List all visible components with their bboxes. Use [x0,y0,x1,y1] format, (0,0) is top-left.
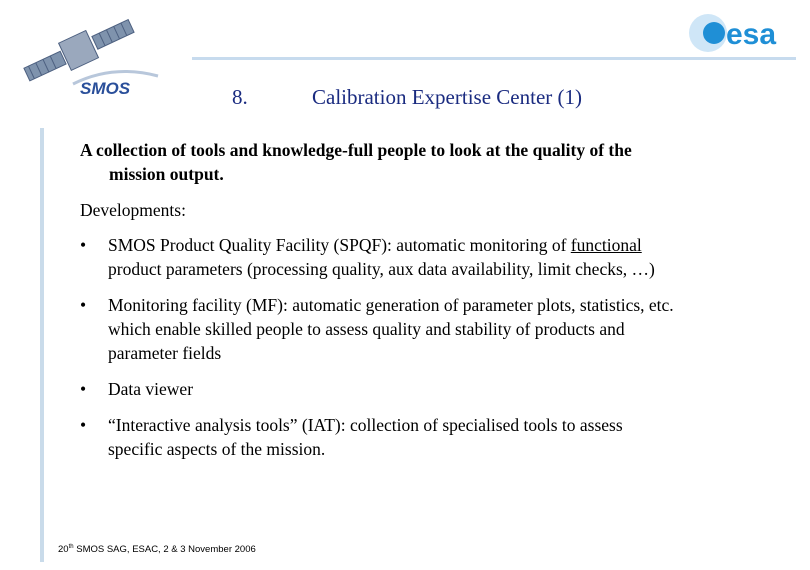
footer-superscript: th [68,544,74,550]
bullet-text: Monitoring facility (MF): automatic generation of parameter plots, statistics, etc. [108,295,674,315]
left-accent-bar [40,128,44,562]
esa-logo [686,10,798,56]
bullet-marker: • [80,415,87,435]
smos-logo-text: SMOS [80,79,131,98]
bullet-marker: • [80,295,87,315]
slide-title: Calibration Expertise Center (1) [312,85,582,109]
footer-label: SMOS SAG, ESAC, 2 & 3 November 2006 [73,544,256,556]
bullet-marker: • [80,379,87,399]
bullet-text: which enable skilled people to assess quality and stability of products and [108,319,625,339]
developments-label: Developments: [80,200,186,220]
intro-line: A collection of tools and knowledge-full people to look at the quality of the [80,140,632,160]
bullet-text: specific aspects of the mission. [108,439,326,459]
esa-logo-text: esa [726,18,777,51]
slide-number: 8. [232,85,248,109]
footer-text [58,544,256,555]
bullet-text: product parameters (processing quality, aux data availability, limit checks, …) [108,259,655,279]
footer-number: 20 [58,544,69,556]
bullet-text: parameter fields [108,343,222,363]
bullet-marker: • [80,235,87,255]
bullet-text: Data viewer [108,379,194,399]
bullet-text-underlined: functional [570,235,642,255]
bullet-text: SMOS Product Quality Facility (SPQF): automatic monitoring of [108,235,571,255]
header-divider [192,57,796,60]
satellite-icon [21,14,138,88]
smos-logo [18,14,168,104]
intro-line: mission output. [109,164,224,184]
bullet-text: “Interactive analysis tools” (IAT): collection of specialised tools to assess [108,415,623,435]
intro-paragraph [80,138,760,186]
